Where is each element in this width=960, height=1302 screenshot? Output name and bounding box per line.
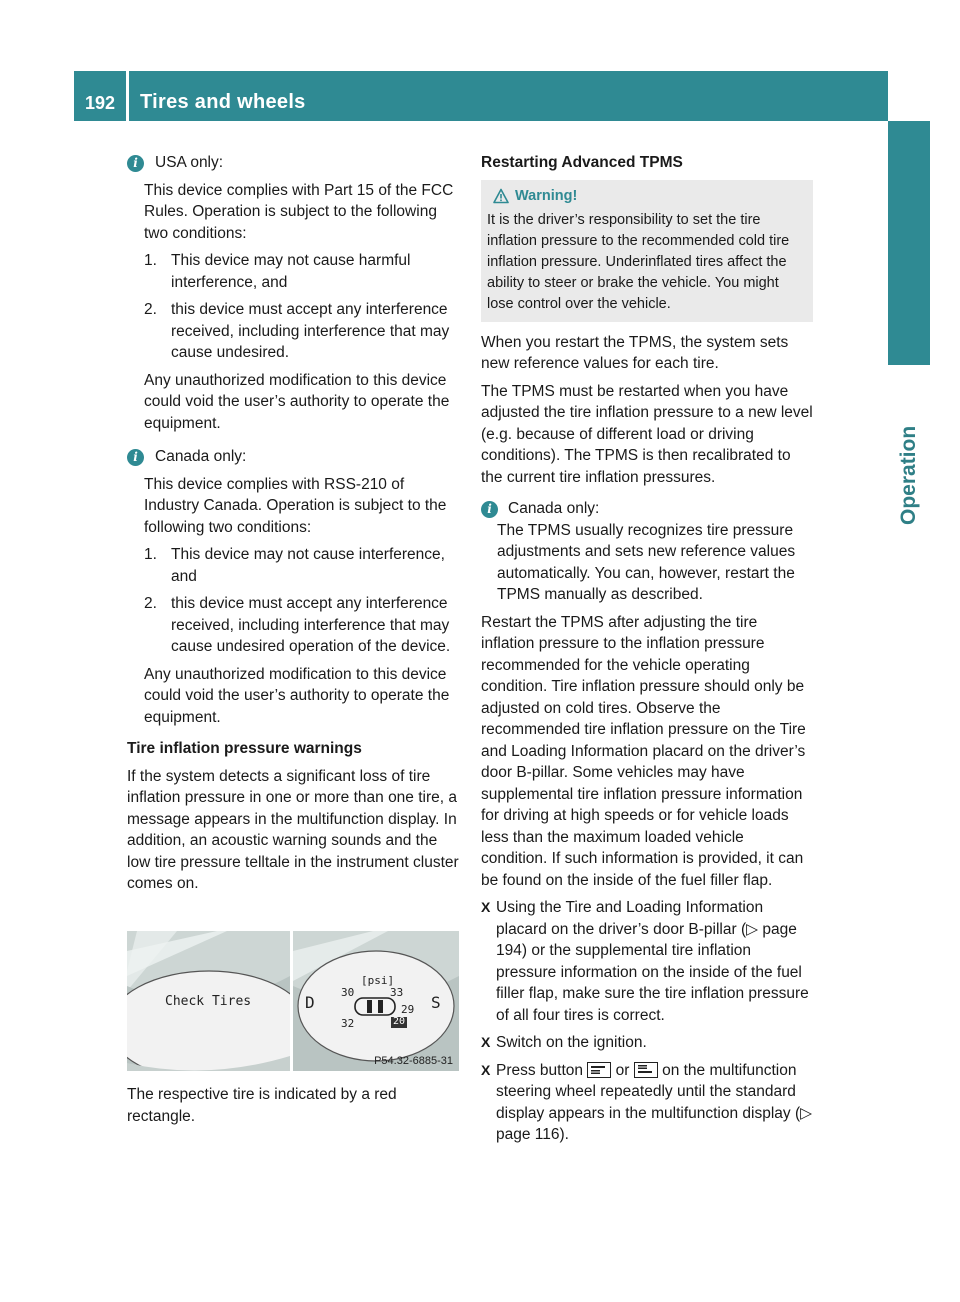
chapter-title-bar: [129, 71, 888, 121]
display-down-button-icon: [634, 1062, 658, 1078]
pressure-rear-right-flagged: 20: [393, 1016, 406, 1027]
side-tab: [888, 365, 930, 525]
left-column: [127, 152, 462, 901]
warning-triangle-icon: [493, 188, 509, 204]
gear-indicator-d: D: [305, 993, 315, 1012]
info-note-canada: [127, 446, 462, 734]
usa-footer: Any unauthorized modification to this device could void the user’s authority to operate the equipment.: [144, 371, 450, 432]
page-number: 192: [84, 93, 116, 113]
paragraph: When you restart the TPMS, the system sets new reference values for each tire.: [481, 333, 789, 372]
warnings-body: If the system detects a significant loss of tire inflation pressure in one or more than one tire, a message appears in the multifunction display. In addition, an acoustic warning sounds and the low tire pressure telltale in the instrument cluster comes on.: [127, 767, 459, 892]
side-tab-label: Operation: [897, 425, 920, 525]
step-marker-icon: X: [481, 1061, 491, 1078]
usa-heading: i USA only:: [127, 152, 462, 174]
info-note-canada-tpms: [481, 498, 813, 606]
tpms-display-figure: [127, 931, 459, 1071]
list-item: 2. this device must accept any interference received, including interference that may cause undesired.: [144, 301, 450, 361]
canada-body: This device complies with RSS-210 of Industry Canada. Operation is subject to the following two conditions:: [144, 475, 447, 536]
step-item: X Press button or on the multifunction steering wheel repeatedly until the standard display appears in the multifunction display (▷ page 116).: [481, 1060, 813, 1146]
figure-caption: The respective tire is indicated by a red rectangle.: [127, 1086, 397, 1125]
canada-tpms-body: The TPMS usually recognizes tire pressure adjustments and sets new reference values automatically. You can, however, restart the TPMS manually as described.: [497, 521, 796, 603]
warning-box: [481, 180, 813, 322]
warning-text: It is the driver’s responsibility to set the tire inflation pressure to the recommended cold tire inflation pressure. Underinflated tires affect the ability to steer or brake the vehicle. You might lose control over the vehicle.: [487, 211, 790, 312]
canada-footer: Any unauthorized modification to this device could void the user’s authority to operate the equipment.: [144, 665, 450, 726]
check-tires-message: Check Tires: [165, 994, 252, 1009]
info-icon: i: [127, 155, 144, 172]
canada-heading: i Canada only:: [127, 446, 462, 468]
list-item: 1. This device may not cause interference, and: [144, 546, 445, 585]
info-note-usa: [127, 152, 462, 440]
step-item: X Using the Tire and Loading Information placard on the driver’s door B-pillar (▷ page 194) or the supplemental tire inflation pressure information on the inside of the fuel filler flap, make sure the tire inflation pressure of all four tires is correct.: [481, 897, 813, 1026]
info-icon: i: [127, 449, 144, 466]
canada-tpms-heading: i Canada only:: [481, 498, 813, 520]
pressure-front-right: 33: [390, 986, 404, 999]
paragraph: Restart the TPMS after adjusting the tire inflation pressure to the inflation pressure recommended for the vehicle operating condition. Tire inflation pressure should only be adjusted on cold tires. Observe the recommended tire inflation pressure on the Tire and Loading Information placard on the driver’s door B-pillar. Some vehicles may have supplemental tire inflation pressure information for driving at high speeds or for vehicle loads less than the maximum loaded vehicle condition. If such information is provided, it can be found on the inside of the fuel filler flap.: [481, 613, 806, 889]
figure-code: P54.32-6885-31: [374, 1055, 453, 1067]
paragraph: The TPMS must be restarted when you have adjusted the tire inflation pressure to a new level (e.g. because of different load or driving conditions). The TPMS is then recalibrated to the current tire inflation pressures.: [481, 382, 813, 486]
usa-body: This device complies with Part 15 of the FCC Rules. Operation is subject to the following two conditions:: [144, 181, 454, 242]
pressure-rear-right-top: 29: [401, 1003, 415, 1016]
warning-header: [487, 186, 807, 207]
step-marker-icon: X: [481, 1034, 491, 1050]
display-up-button-icon: [587, 1062, 611, 1078]
step-item: X Switch on the ignition.: [481, 1032, 813, 1054]
restart-heading: Restarting Advanced TPMS: [481, 154, 683, 171]
gear-indicator-s: S: [431, 993, 441, 1012]
step-marker-icon: X: [481, 899, 491, 915]
list-item: 2. this device must accept any interference received, including interference that may cause undesired operation of the device.: [144, 595, 451, 655]
pressure-unit: [psi]: [361, 974, 395, 987]
side-tab-bar: [888, 121, 930, 365]
list-item: 1. This device may not cause harmful interference, and: [144, 252, 411, 291]
page-number-box: [74, 71, 126, 121]
right-column: [481, 152, 813, 1152]
chapter-title: Tires and wheels: [140, 91, 306, 113]
display-panel-check-tires: [127, 931, 290, 1071]
info-icon: i: [481, 501, 498, 518]
display-panel-pressures: [293, 931, 459, 1071]
warnings-heading: Tire inflation pressure warnings: [127, 740, 362, 757]
pressure-front-left: 30: [341, 986, 355, 999]
warning-title: Warning!: [515, 187, 578, 204]
pressure-rear-left: 32: [341, 1017, 355, 1030]
